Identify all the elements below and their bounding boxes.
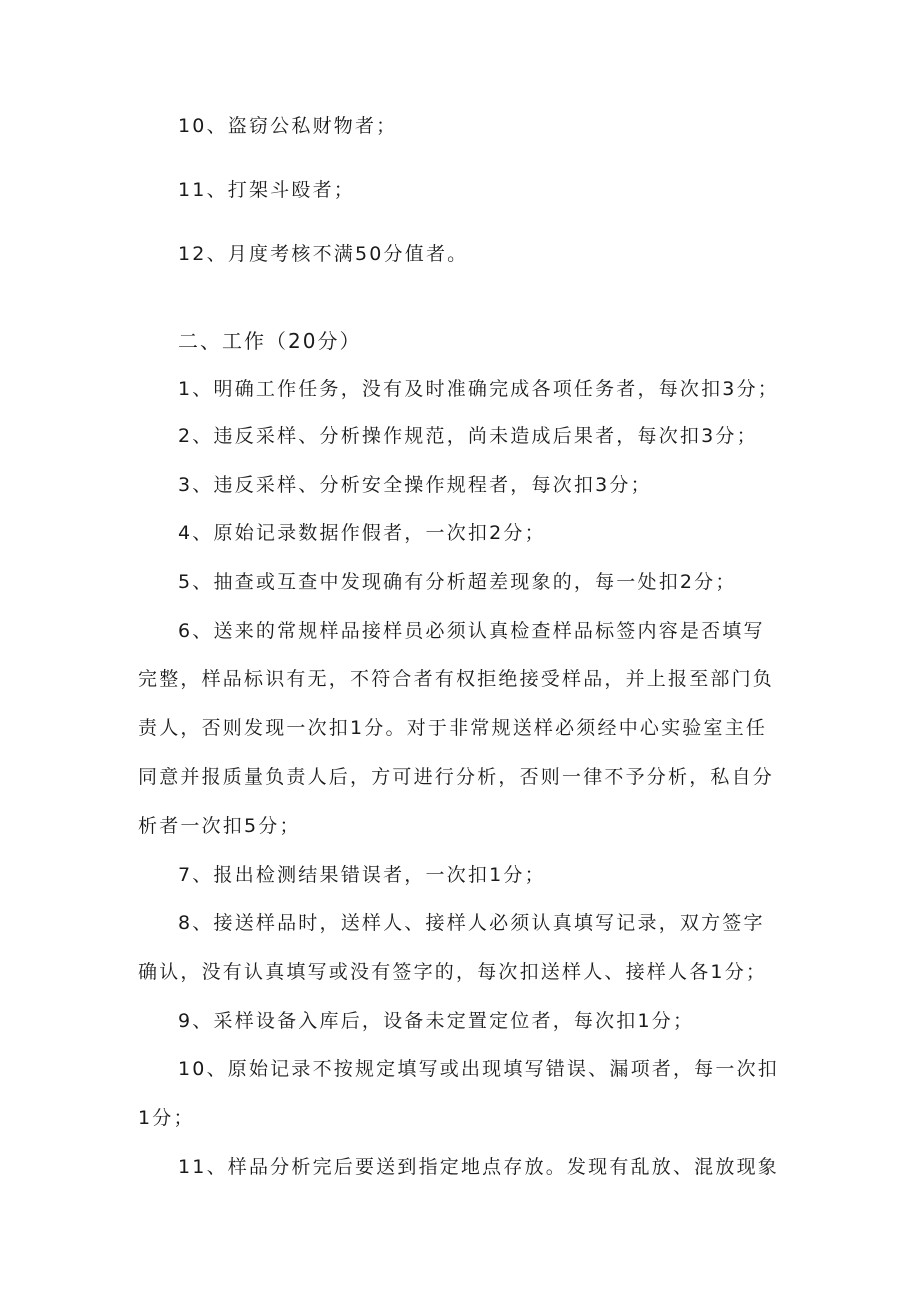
paragraph-line: 7、报出检测结果错误者，一次扣1分； (178, 864, 546, 886)
paragraph-line: 9、采样设备入库后，设备未定置定位者，每次扣1分； (178, 1010, 695, 1032)
paragraph-line: 6、送来的常规样品接样员必须认真检查样品标签内容是否填写 (178, 620, 765, 642)
paragraph-line: 4、原始记录数据作假者，一次扣2分； (178, 522, 546, 544)
list-item: 12、月度考核不满50分值者。 (178, 243, 469, 265)
list-item: 11、打架斗殴者； (178, 179, 355, 201)
paragraph-line: 3、违反采样、分析安全操作规程者，每次扣3分； (178, 474, 652, 496)
paragraph-line: 析者一次扣5分； (138, 815, 301, 837)
paragraph-line: 8、接送样品时，送样人、接样人必须认真填写记录，双方签字 (178, 912, 765, 934)
list-item: 10、盗窃公私财物者； (178, 115, 398, 137)
paragraph-line: 责人，否则发现一次扣1分。对于非常规送样必须经中心实验室主任 (138, 717, 768, 739)
paragraph-line: 1分； (138, 1107, 195, 1129)
paragraph-line: 同意并报质量负责人后，方可进行分析，否则一律不予分析，私自分 (138, 766, 775, 788)
paragraph-line: 11、样品分析完后要送到指定地点存放。发现有乱放、混放现象 (178, 1156, 779, 1178)
paragraph-line: 完整，样品标识有无，不符合者有权拒绝接受样品，并上报至部门负 (138, 668, 775, 690)
paragraph-line: 1、明确工作任务，没有及时准确完成各项任务者，每次扣3分； (178, 378, 779, 400)
paragraph-line: 10、原始记录不按规定填写或出现填写错误、漏项者，每一次扣 (178, 1058, 779, 1080)
section-heading: 二、工作（20分） (178, 329, 362, 353)
paragraph-line: 2、违反采样、分析操作规范，尚未造成后果者，每次扣3分； (178, 425, 758, 447)
paragraph-line: 确认，没有认真填写或没有签字的，每次扣送样人、接样人各1分； (138, 961, 768, 983)
paragraph-line: 5、抽查或互查中发现确有分析超差现象的，每一处扣2分； (178, 571, 737, 593)
